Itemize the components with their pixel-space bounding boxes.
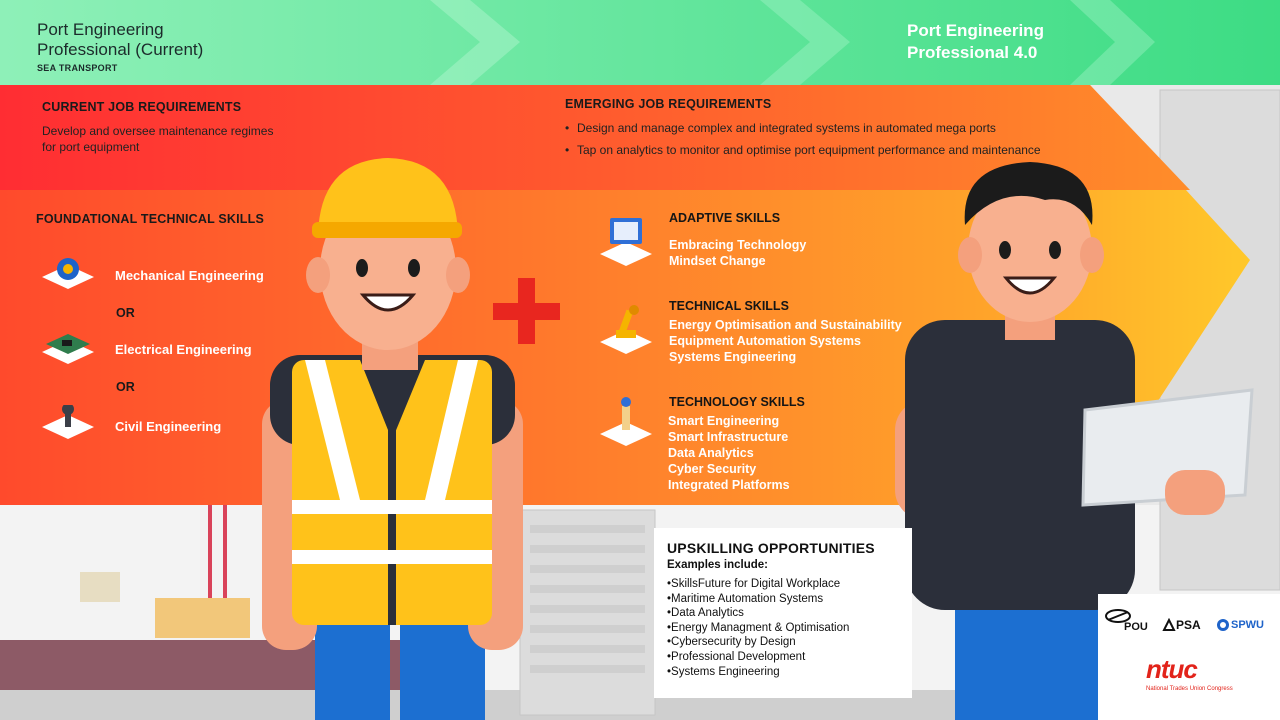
ntuc-logo: ntuc	[1146, 654, 1197, 684]
header-right-title-line2: Professional 4.0	[907, 43, 1038, 62]
upskilling-item: • Professional Development	[667, 650, 912, 665]
current-requirements-heading: CURRENT JOB REQUIREMENTS	[42, 100, 242, 114]
current-requirements-line1: Develop and oversee maintenance regimes	[42, 124, 274, 138]
upskilling-item: • Maritime Automation Systems	[667, 592, 912, 607]
spwu-logo: SPWU	[1231, 619, 1264, 631]
technical-skill-item: Systems Engineering	[669, 350, 797, 364]
or-label: OR	[116, 306, 135, 320]
emerging-requirement-item: • Design and manage complex and integrated systems in automated mega ports	[565, 120, 1095, 136]
presentation-board-icon	[598, 212, 654, 266]
emerging-requirement-item: • Tap on analytics to monitor and optimise port equipment performance and maintenance	[565, 142, 1045, 158]
upskilling-item: • SkillsFuture for Digital Workplace	[667, 577, 912, 592]
spwu-logo-icon	[1216, 618, 1230, 632]
upskilling-item: • Data Analytics	[667, 606, 912, 621]
technology-skill-item: Smart Engineering	[668, 414, 780, 428]
upskilling-subtitle: Examples include:	[667, 559, 768, 571]
header-left-subtitle: SEA TRANSPORT	[37, 63, 118, 73]
technology-skill-item: Integrated Platforms	[668, 478, 790, 492]
wrench-icon	[40, 405, 96, 439]
ntuc-tagline: National Trades Union Congress	[1146, 686, 1233, 692]
emerging-requirements-heading: EMERGING JOB REQUIREMENTS	[565, 97, 772, 111]
upskilling-panel	[654, 528, 912, 698]
technology-skills-list	[668, 413, 790, 493]
foundational-skills-heading: FOUNDATIONAL TECHNICAL SKILLS	[36, 212, 265, 226]
adaptive-skill-item: Embracing Technology	[669, 238, 807, 252]
technical-skills-heading: TECHNICAL SKILLS	[669, 299, 789, 313]
partner-logos	[1098, 594, 1280, 720]
skill-mechanical-engineering: Mechanical Engineering	[115, 268, 264, 283]
technical-skill-item: Energy Optimisation and Sustainability	[669, 318, 902, 332]
adaptive-skills-list	[669, 237, 806, 269]
technology-skill-item: Smart Infrastructure	[668, 430, 789, 444]
psa-logo: PSA	[1176, 618, 1201, 632]
upskilling-item: • Energy Managment & Optimisation	[667, 621, 912, 636]
psa-logo-icon	[1162, 618, 1176, 632]
upskilling-list	[667, 577, 912, 679]
skill-electrical-engineering: Electrical Engineering	[115, 342, 252, 357]
technology-skill-item: Cyber Security	[668, 462, 757, 476]
skill-civil-engineering: Civil Engineering	[115, 419, 222, 434]
header-right-title-line1: Port Engineering	[907, 21, 1044, 40]
technical-skills-list	[669, 317, 902, 365]
circuit-board-icon	[40, 330, 96, 364]
technology-tower-icon	[598, 392, 654, 446]
technology-skills-heading: TECHNOLOGY SKILLS	[669, 395, 805, 409]
upskilling-title: UPSKILLING OPPORTUNITIES	[667, 540, 875, 556]
upskilling-item: • Systems Engineering	[667, 665, 912, 680]
gear-icon	[40, 255, 96, 289]
header-left-title-line1: Port Engineering	[37, 20, 164, 39]
header-left-title-line2: Professional (Current)	[37, 40, 204, 59]
robot-arm-icon	[598, 300, 654, 354]
upskilling-item: • Cybersecurity by Design	[667, 635, 912, 650]
technical-skill-item: Equipment Automation Systems	[669, 334, 861, 348]
technology-skill-item: Data Analytics	[668, 446, 754, 460]
or-label: OR	[116, 380, 135, 394]
adaptive-skill-item: Mindset Change	[669, 254, 766, 268]
pou-logo: POU	[1124, 621, 1148, 633]
emerging-requirements-list	[565, 120, 1095, 164]
header-left-title	[37, 20, 203, 60]
current-requirements-text	[42, 123, 273, 155]
current-requirements-line2: for port equipment	[42, 140, 140, 154]
adaptive-skills-heading: ADAPTIVE SKILLS	[669, 211, 781, 225]
header-right-title	[907, 20, 1044, 64]
